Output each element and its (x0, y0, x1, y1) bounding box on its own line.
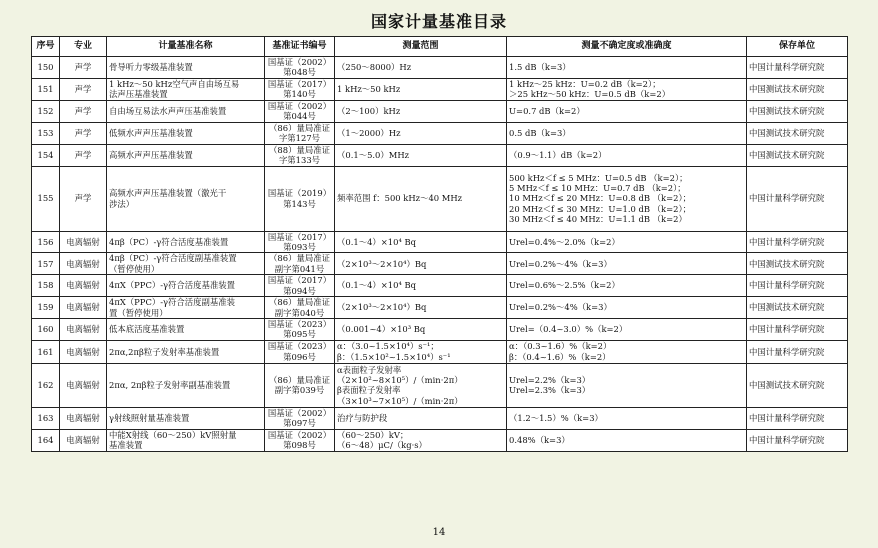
cell-certificate-number (265, 275, 335, 297)
cell-certificate-number (265, 166, 335, 231)
table-row (32, 100, 848, 122)
cell-standard-name-line: 高频水声声压基准装置（激光干 (109, 188, 227, 199)
cell-measurement-range (335, 297, 507, 319)
cell-certificate-number-line: 字第133号 (278, 155, 321, 166)
cell-certificate-number-line: 第094号 (283, 285, 316, 296)
table-row (32, 78, 848, 100)
cell-standard-name (107, 297, 265, 319)
cell-field: 电离辐射 (60, 363, 107, 407)
cell-field: 电离辐射 (60, 319, 107, 341)
cell-certificate-number (265, 253, 335, 275)
cell-serial-number: 155 (32, 166, 60, 231)
table-row (32, 297, 848, 319)
cell-uncertainty (507, 340, 747, 363)
cell-certificate-number-line: 国基证（2017） (267, 275, 332, 286)
cell-custodian: 中国测试技术研究院 (747, 78, 848, 100)
cell-standard-name-line: γ射线照射量基准装置 (109, 413, 190, 424)
cell-standard-name (107, 231, 265, 253)
cell-serial-number: 163 (32, 407, 60, 429)
cell-measurement-range (335, 144, 507, 166)
cell-measurement-range (335, 429, 507, 451)
cell-measurement-range (335, 100, 507, 122)
cell-measurement-range-line: （1～2000）Hz (337, 128, 401, 139)
cell-custodian: 中国计量科学研究院 (747, 166, 848, 231)
cell-field: 声学 (60, 57, 107, 79)
cell-standard-name-line: 中能X射线（60～250）kV照射量 (109, 429, 237, 440)
cell-certificate-number-line: （86）量局准证 (269, 374, 330, 385)
cell-standard-name (107, 166, 265, 231)
cell-measurement-range (335, 319, 507, 341)
cell-certificate-number (265, 144, 335, 166)
header-unit: 保存单位 (747, 37, 848, 57)
cell-standard-name (107, 363, 265, 407)
cell-uncertainty (507, 78, 747, 100)
cell-custodian: 中国测试技术研究院 (747, 144, 848, 166)
cell-uncertainty-line: α：（0.3~1.6）%（k=2） (509, 341, 612, 352)
page-title: 国家计量基准目录 (370, 12, 507, 31)
cell-field: 电离辐射 (60, 253, 107, 275)
cell-uncertainty (507, 231, 747, 253)
cell-certificate-number-line: （88）量局准证 (269, 144, 330, 155)
cell-certificate-number-line: 第140号 (283, 89, 316, 100)
header-field: 专业 (60, 37, 107, 57)
header-range: 测量范围 (335, 37, 507, 57)
cell-certificate-number-line: 第097号 (283, 418, 316, 429)
cell-custodian: 中国计量科学研究院 (747, 340, 848, 363)
cell-measurement-range (335, 363, 507, 407)
table-row (32, 363, 848, 407)
cell-uncertainty (507, 363, 747, 407)
cell-certificate-number-line: 国基证（2002） (267, 429, 332, 440)
cell-certificate-number (265, 340, 335, 363)
cell-serial-number: 164 (32, 429, 60, 451)
cell-standard-name-line: （暂停使用） (109, 263, 160, 274)
cell-standard-name (107, 275, 265, 297)
cell-standard-name (107, 144, 265, 166)
cell-certificate-number-line: 第095号 (283, 329, 316, 340)
cell-measurement-range-line: 治疗与防护段 (337, 413, 388, 424)
cell-measurement-range-line: （250～8000）Hz (337, 62, 412, 73)
cell-certificate-number-line: （86）量局准证 (269, 297, 330, 308)
cell-certificate-number-line: 第093号 (283, 242, 316, 253)
cell-custodian: 中国计量科学研究院 (747, 429, 848, 451)
cell-certificate-number-line: 第096号 (283, 351, 316, 362)
header-name: 计量基准名称 (107, 37, 265, 57)
cell-certificate-number-line: 副字第040号 (274, 307, 325, 318)
cell-field: 电离辐射 (60, 429, 107, 451)
cell-certificate-number-line: （86）量局准证 (269, 122, 330, 133)
table-row (32, 57, 848, 79)
cell-custodian: 中国测试技术研究院 (747, 253, 848, 275)
cell-uncertainty (507, 275, 747, 297)
header-cert: 基准证书编号 (265, 37, 335, 57)
cell-serial-number: 161 (32, 340, 60, 363)
cell-field: 电离辐射 (60, 407, 107, 429)
cell-uncertainty-line: ＞25 kHz～50 kHz：U=0.5 dB（k=2） (509, 89, 671, 100)
cell-certificate-number-line: 第143号 (283, 198, 316, 209)
cell-measurement-range (335, 57, 507, 79)
cell-measurement-range-line: （0.1～5.0）MHz (337, 149, 410, 160)
cell-certificate-number (265, 319, 335, 341)
cell-uncertainty-line: Urel=0.4%～2.0%（k=2） (509, 236, 620, 247)
cell-uncertainty-line: （1.2～1.5）%（k=3） (509, 413, 603, 424)
table-row (32, 275, 848, 297)
table-row (32, 319, 848, 341)
cell-measurement-range-line: 频率范围 f：500 kHz～40 MHz (337, 193, 463, 204)
cell-custodian: 中国测试技术研究院 (747, 122, 848, 144)
cell-uncertainty-line: Urel=0.2%～4%（k=3） (509, 258, 612, 269)
cell-certificate-number (265, 407, 335, 429)
table-row (32, 429, 848, 451)
cell-uncertainty-line: 500 kHz＜f ≤ 5 MHz：U=0.5 dB （k=2）； (509, 172, 688, 183)
cell-standard-name (107, 319, 265, 341)
cell-uncertainty (507, 253, 747, 275)
cell-standard-name-line: 基准装置 (109, 440, 143, 451)
cell-field: 声学 (60, 166, 107, 231)
cell-certificate-number (265, 100, 335, 122)
cell-uncertainty (507, 166, 747, 231)
cell-standard-name (107, 253, 265, 275)
cell-standard-name (107, 407, 265, 429)
cell-field: 电离辐射 (60, 275, 107, 297)
cell-certificate-number-line: 第048号 (283, 67, 316, 78)
cell-measurement-range (335, 407, 507, 429)
cell-certificate-number-line: 国基证（2002） (267, 57, 332, 67)
standards-table (31, 36, 848, 452)
cell-uncertainty (507, 319, 747, 341)
cell-uncertainty-line: 1.5 dB（k=3） (509, 62, 571, 73)
header-no: 序号 (32, 37, 60, 57)
cell-measurement-range (335, 166, 507, 231)
cell-uncertainty-line: Urel=0.6%～2.5%（k=2） (509, 280, 620, 291)
cell-measurement-range-line: α：（3.0~1.5×10⁴）s⁻¹； (337, 341, 439, 352)
cell-field: 电离辐射 (60, 231, 107, 253)
cell-custodian: 中国计量科学研究院 (747, 57, 848, 79)
cell-certificate-number-line: 字第127号 (278, 133, 321, 144)
cell-uncertainty (507, 57, 747, 79)
cell-certificate-number (265, 429, 335, 451)
cell-uncertainty (507, 144, 747, 166)
cell-certificate-number-line: 国基证（2002） (267, 407, 332, 418)
cell-custodian: 中国测试技术研究院 (747, 363, 848, 407)
cell-standard-name (107, 340, 265, 363)
cell-certificate-number-line: 副字第039号 (274, 385, 325, 396)
table-row (32, 253, 848, 275)
cell-serial-number: 152 (32, 100, 60, 122)
cell-certificate-number (265, 231, 335, 253)
cell-measurement-range-line: （2～100）kHz (337, 106, 401, 117)
cell-standard-name-line: 4πβ（PC）-γ符合活度基准装置 (109, 236, 229, 247)
cell-measurement-range-line: （6～48）μC/（kg·s） (337, 440, 427, 451)
cell-uncertainty-line: Urel=0.2%～4%（k=3） (509, 302, 612, 313)
cell-standard-name-line: 法声压基准装置 (109, 89, 168, 100)
table-row (32, 144, 848, 166)
cell-serial-number: 159 (32, 297, 60, 319)
cell-standard-name-line: 4πX（PPC）-γ符合活度基准装置 (109, 280, 236, 291)
cell-uncertainty-line: 10 MHz＜f ≤ 20 MHz：U=0.8 dB （k=2）； (509, 193, 691, 204)
table-row (32, 166, 848, 231)
cell-uncertainty-line: 1 kHz～25 kHz：U=0.2 dB（k=2）； (509, 78, 661, 89)
cell-serial-number: 162 (32, 363, 60, 407)
cell-standard-name (107, 100, 265, 122)
cell-measurement-range-line: α表面粒子发射率 (337, 364, 402, 375)
cell-uncertainty-line: （0.9～1.1）dB（k=2） (509, 149, 607, 160)
cell-standard-name-line: 骨导听力零级基准装置 (109, 62, 193, 73)
cell-uncertainty-line: 20 MHz＜f ≤ 30 MHz：U=1.0 dB （k=2）； (509, 203, 691, 214)
cell-measurement-range-line: （2×10³～2×10⁴）Bq (337, 258, 427, 269)
page-number: 14 (432, 527, 446, 538)
cell-custodian: 中国计量科学研究院 (747, 231, 848, 253)
cell-uncertainty-line: 30 MHz＜f ≤ 40 MHz：U=1.1 dB （k=2） (509, 214, 687, 225)
cell-measurement-range-line: （2×10³～2×10⁴）Bq (337, 302, 427, 313)
cell-standard-name (107, 122, 265, 144)
cell-measurement-range-line: β表面粒子发射率 (337, 385, 401, 396)
table-row (32, 231, 848, 253)
cell-certificate-number (265, 78, 335, 100)
cell-serial-number: 157 (32, 253, 60, 275)
cell-measurement-range-line: （2×10²~8×10⁵）/（min·2π） (337, 374, 463, 385)
cell-measurement-range-line: 1 kHz～50 kHz (337, 84, 401, 95)
cell-standard-name (107, 78, 265, 100)
cell-custodian: 中国计量科学研究院 (747, 319, 848, 341)
cell-measurement-range-line: （60～250）kV； (337, 429, 409, 440)
cell-standard-name-line: 置（暂停使用） (109, 307, 168, 318)
cell-certificate-number (265, 57, 335, 79)
cell-uncertainty (507, 429, 747, 451)
cell-standard-name-line: 1 kHz～50 kHz空气声自由场互易 (109, 78, 240, 89)
cell-uncertainty-line: Urel=2.3%（k=3） (509, 385, 591, 396)
cell-uncertainty-line: Urel=（0.4~3.0）%（k=2） (509, 324, 628, 335)
cell-measurement-range (335, 231, 507, 253)
cell-standard-name-line: 自由场互易法水声声压基准装置 (109, 106, 227, 117)
cell-serial-number: 150 (32, 57, 60, 79)
cell-field: 声学 (60, 122, 107, 144)
cell-measurement-range (335, 253, 507, 275)
cell-custodian: 中国测试技术研究院 (747, 297, 848, 319)
header-uncertainty: 测量不确定度或准确度 (507, 37, 747, 57)
cell-certificate-number (265, 297, 335, 319)
cell-uncertainty-line: 5 MHz＜f ≤ 10 MHz：U=0.7 dB （k=2）； (509, 183, 686, 194)
table-row (32, 407, 848, 429)
cell-certificate-number-line: 国基证（2002） (267, 100, 332, 111)
cell-standard-name-line: 涉法） (109, 198, 135, 209)
table-header-row (32, 37, 848, 57)
cell-measurement-range-line: β：（1.5×10²~1.5×10⁴）s⁻¹ (337, 351, 451, 362)
cell-measurement-range (335, 122, 507, 144)
cell-uncertainty-line: β：（0.4~1.6）%（k=2） (509, 351, 611, 362)
table-row (32, 122, 848, 144)
cell-standard-name (107, 429, 265, 451)
cell-uncertainty (507, 100, 747, 122)
cell-standard-name-line: 4πβ（PC）-γ符合活度副基准装置 (109, 253, 237, 264)
cell-serial-number: 151 (32, 78, 60, 100)
cell-uncertainty (507, 122, 747, 144)
cell-certificate-number-line: 国基证（2023） (267, 341, 332, 352)
cell-certificate-number-line: （86）量局准证 (269, 253, 330, 264)
cell-custodian: 中国计量科学研究院 (747, 275, 848, 297)
cell-certificate-number-line: 副字第041号 (274, 263, 325, 274)
cell-certificate-number-line: 第044号 (283, 111, 316, 122)
cell-standard-name-line: 4πX（PPC）-γ符合活度副基准装 (109, 297, 236, 308)
cell-uncertainty (507, 297, 747, 319)
cell-certificate-number-line: 第098号 (283, 440, 316, 451)
cell-certificate-number-line: 国基证（2017） (267, 78, 332, 89)
cell-standard-name-line: 低本底活度基准装置 (109, 324, 185, 335)
cell-certificate-number (265, 363, 335, 407)
cell-serial-number: 156 (32, 231, 60, 253)
cell-field: 声学 (60, 78, 107, 100)
cell-standard-name-line: 高频水声声压基准装置 (109, 149, 193, 160)
cell-measurement-range (335, 275, 507, 297)
cell-standard-name (107, 57, 265, 79)
cell-field: 电离辐射 (60, 340, 107, 363)
cell-measurement-range-line: （0.1～4）×10⁴ Bq (337, 280, 416, 291)
cell-serial-number: 160 (32, 319, 60, 341)
cell-measurement-range (335, 340, 507, 363)
cell-uncertainty-line: U=0.7 dB（k=2） (509, 106, 585, 117)
cell-measurement-range-line: （3×10³~7×10⁵）/（min·2π） (337, 395, 463, 406)
cell-serial-number: 158 (32, 275, 60, 297)
cell-custodian: 中国计量科学研究院 (747, 407, 848, 429)
cell-standard-name-line: 2πα,2πβ粒子发射率基准装置 (109, 346, 220, 357)
table-row (32, 340, 848, 363)
cell-serial-number: 153 (32, 122, 60, 144)
cell-uncertainty-line: 0.48%（k=3） (509, 434, 570, 445)
cell-certificate-number-line: 国基证（2017） (267, 231, 332, 242)
cell-standard-name-line: 低频水声声压基准装置 (109, 128, 193, 139)
cell-standard-name-line: 2πα, 2πβ粒子发射率副基准装置 (109, 380, 231, 391)
cell-certificate-number (265, 122, 335, 144)
cell-field: 声学 (60, 100, 107, 122)
cell-uncertainty (507, 407, 747, 429)
cell-custodian: 中国测试技术研究院 (747, 100, 848, 122)
cell-uncertainty-line: 0.5 dB（k=3） (509, 128, 571, 139)
cell-field: 声学 (60, 144, 107, 166)
cell-measurement-range (335, 78, 507, 100)
cell-measurement-range-line: （0.001~4）×10³ Bq (337, 324, 426, 335)
cell-uncertainty-line: Urel=2.2%（k=3） (509, 374, 591, 385)
cell-serial-number: 154 (32, 144, 60, 166)
cell-certificate-number-line: 国基证（2019） (267, 188, 332, 199)
cell-certificate-number-line: 国基证（2023） (267, 319, 332, 330)
cell-field: 电离辐射 (60, 297, 107, 319)
cell-measurement-range-line: （0.1～4）×10⁴ Bq (337, 236, 416, 247)
